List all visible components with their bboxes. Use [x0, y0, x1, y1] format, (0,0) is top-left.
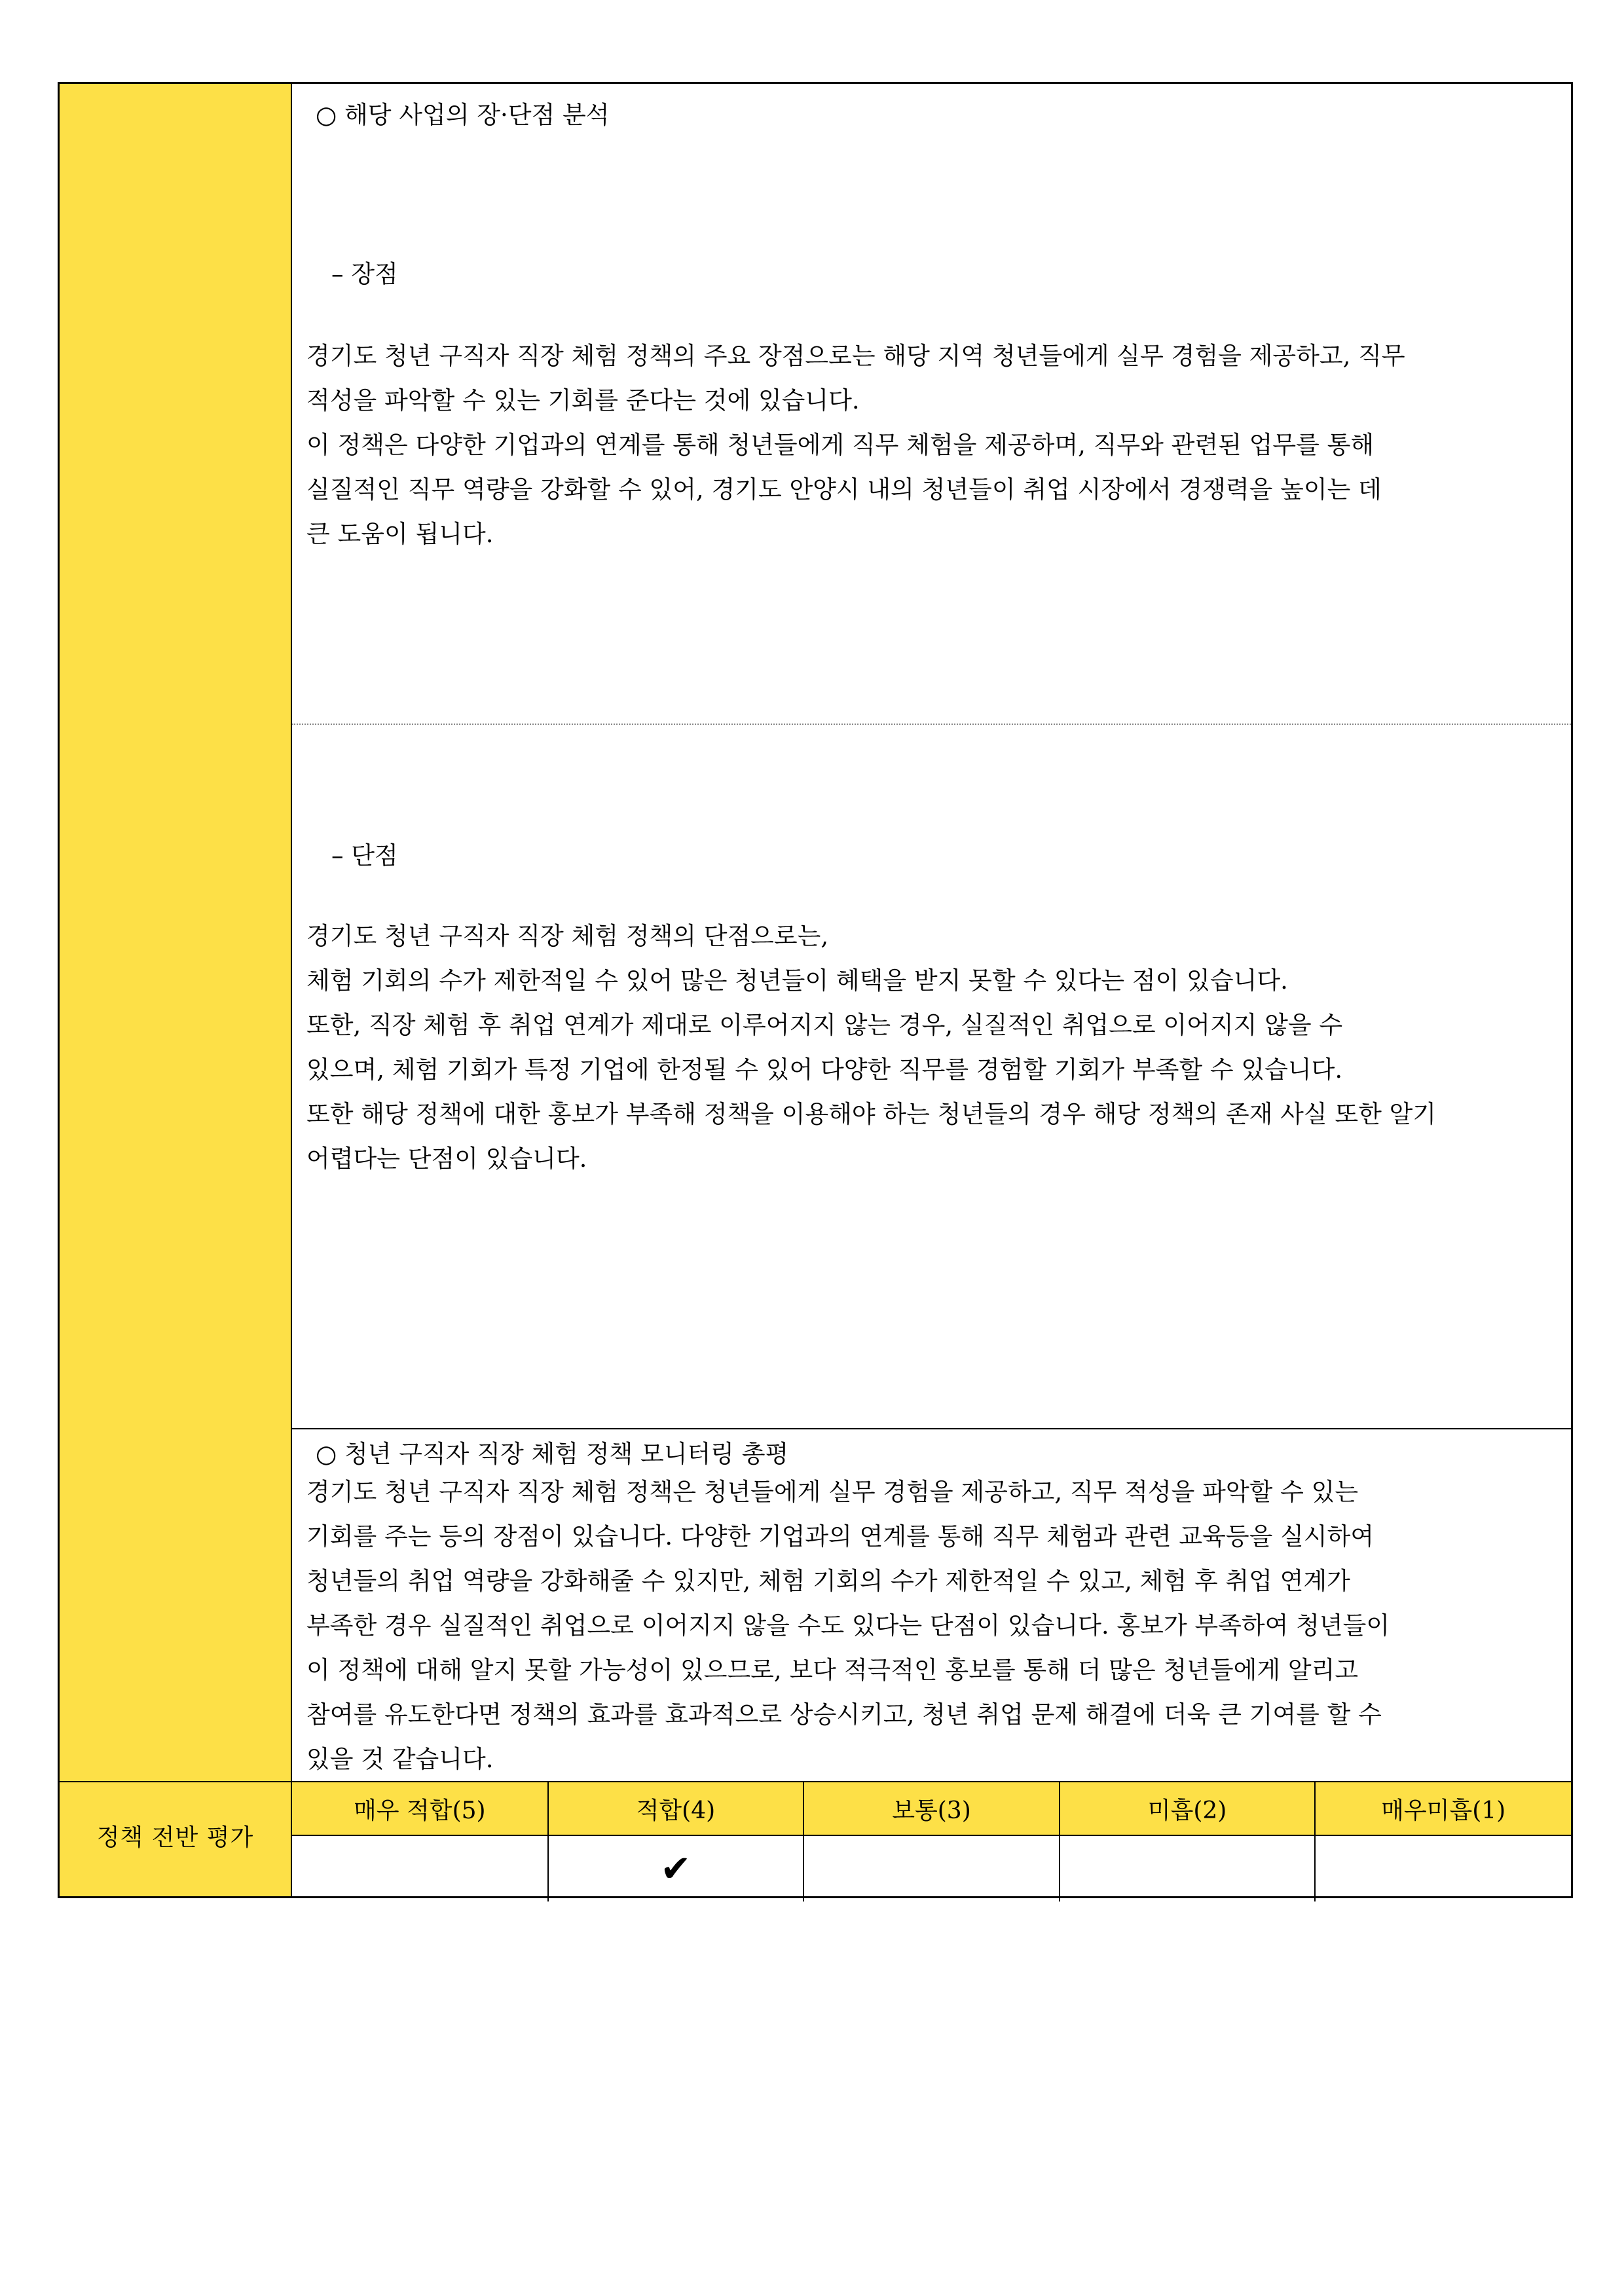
rating-option-suitable: 적합(4)	[548, 1782, 804, 1835]
summary-line: 경기도 청년 구직자 직장 체험 정책은 청년들에게 실무 경험을 제공하고, 직무 적성을 파악할 수 있는	[306, 1478, 1359, 1506]
content-column	[292, 84, 1571, 1896]
summary-paragraph	[306, 1470, 1559, 1782]
pros-line: 적성을 파악할 수 있는 기회를 준다는 것에 있습니다.	[306, 386, 860, 414]
summary-line: 있을 것 같습니다.	[306, 1745, 494, 1773]
pros-cons-divider	[292, 724, 1571, 725]
cons-line: 체험 기회의 수가 제한적일 수 있어 많은 청년들이 혜택을 받지 못할 수 있다는 점이 있습니다.	[306, 966, 1288, 995]
cons-line: 어렵다는 단점이 있습니다.	[306, 1145, 587, 1173]
rating-mark-row	[292, 1835, 1571, 1901]
rating-cell-1[interactable]	[1315, 1835, 1571, 1901]
pros-line: 이 정책은 다양한 기업과의 연계를 통해 청년들에게 직무 체험을 제공하며, 직무와 관련된 업무를 통해	[306, 431, 1375, 459]
analysis-section-title: ○ 해당 사업의 장·단점 분석	[316, 101, 610, 129]
cons-line: 있으며, 체험 기회가 특정 기업에 한정될 수 있어 다양한 직무를 경험할 기회가 부족할 수 있습니다.	[306, 1056, 1343, 1084]
rating-option-very-insufficient: 매우미흡(1)	[1315, 1782, 1571, 1835]
rating-cell-5[interactable]	[292, 1835, 548, 1901]
pros-line: 실질적인 직무 역량을 강화할 수 있어, 경기도 안양시 내의 청년들이 취업 시장에서 경쟁력을 높이는 데	[306, 475, 1382, 504]
summary-divider	[292, 1428, 1571, 1429]
pros-line: 큰 도움이 됩니다.	[306, 520, 494, 548]
checkmark-icon[interactable]: ✔	[548, 1835, 804, 1901]
pros-heading: – 장점	[331, 260, 398, 288]
pros-paragraph	[306, 334, 1559, 557]
cons-line: 경기도 청년 구직자 직장 체험 정책의 단점으로는,	[306, 922, 829, 950]
summary-line: 참여를 유도한다면 정책의 효과를 효과적으로 상승시키고, 청년 취업 문제 해결에 더욱 큰 기여를 할 수	[306, 1700, 1382, 1729]
summary-line: 이 정책에 대해 알지 못할 가능성이 있으므로, 보다 적극적인 홍보를 통해 더 많은 청년들에게 알리고	[306, 1656, 1359, 1684]
cons-paragraph	[306, 914, 1559, 1181]
summary-line: 기회를 주는 등의 장점이 있습니다. 다양한 기업과의 연계를 통해 직무 체험과 관련 교육등을 실시하여	[306, 1522, 1375, 1551]
policy-evaluation-frame	[58, 82, 1573, 1898]
rating-header-row	[292, 1782, 1571, 1835]
rating-table	[292, 1781, 1571, 1901]
rating-cell-3[interactable]	[803, 1835, 1060, 1901]
rating-option-very-suitable: 매우 적합(5)	[292, 1782, 548, 1835]
rating-option-average: 보통(3)	[803, 1782, 1060, 1835]
pros-line: 경기도 청년 구직자 직장 체험 정책의 주요 장점으로는 해당 지역 청년들에게 실무 경험을 제공하고, 직무	[306, 342, 1405, 370]
rating-cell-2[interactable]	[1060, 1835, 1316, 1901]
summary-line: 부족한 경우 실질적인 취업으로 이어지지 않을 수도 있다는 단점이 있습니다. 홍보가 부족하여 청년들이	[306, 1611, 1390, 1640]
cons-heading: – 단점	[331, 841, 398, 870]
rating-option-insufficient: 미흡(2)	[1060, 1782, 1316, 1835]
cons-line: 또한 해당 정책에 대한 홍보가 부족해 정책을 이용해야 하는 청년들의 경우 해당 정책의 존재 사실 또한 알기	[306, 1100, 1437, 1128]
summary-section-title: ○ 청년 구직자 직장 체험 정책 모니터링 총평	[316, 1440, 789, 1468]
overall-evaluation-label: 정책 전반 평가	[96, 1824, 254, 1851]
summary-line: 청년들의 취업 역량을 강화해줄 수 있지만, 체험 기회의 수가 제한적일 수 있고, 체험 후 취업 연계가	[306, 1567, 1350, 1595]
cons-line: 또한, 직장 체험 후 취업 연계가 제대로 이루어지지 않는 경우, 실질적인 취업으로 이어지지 않을 수	[306, 1011, 1343, 1039]
left-label-column	[60, 84, 292, 1896]
